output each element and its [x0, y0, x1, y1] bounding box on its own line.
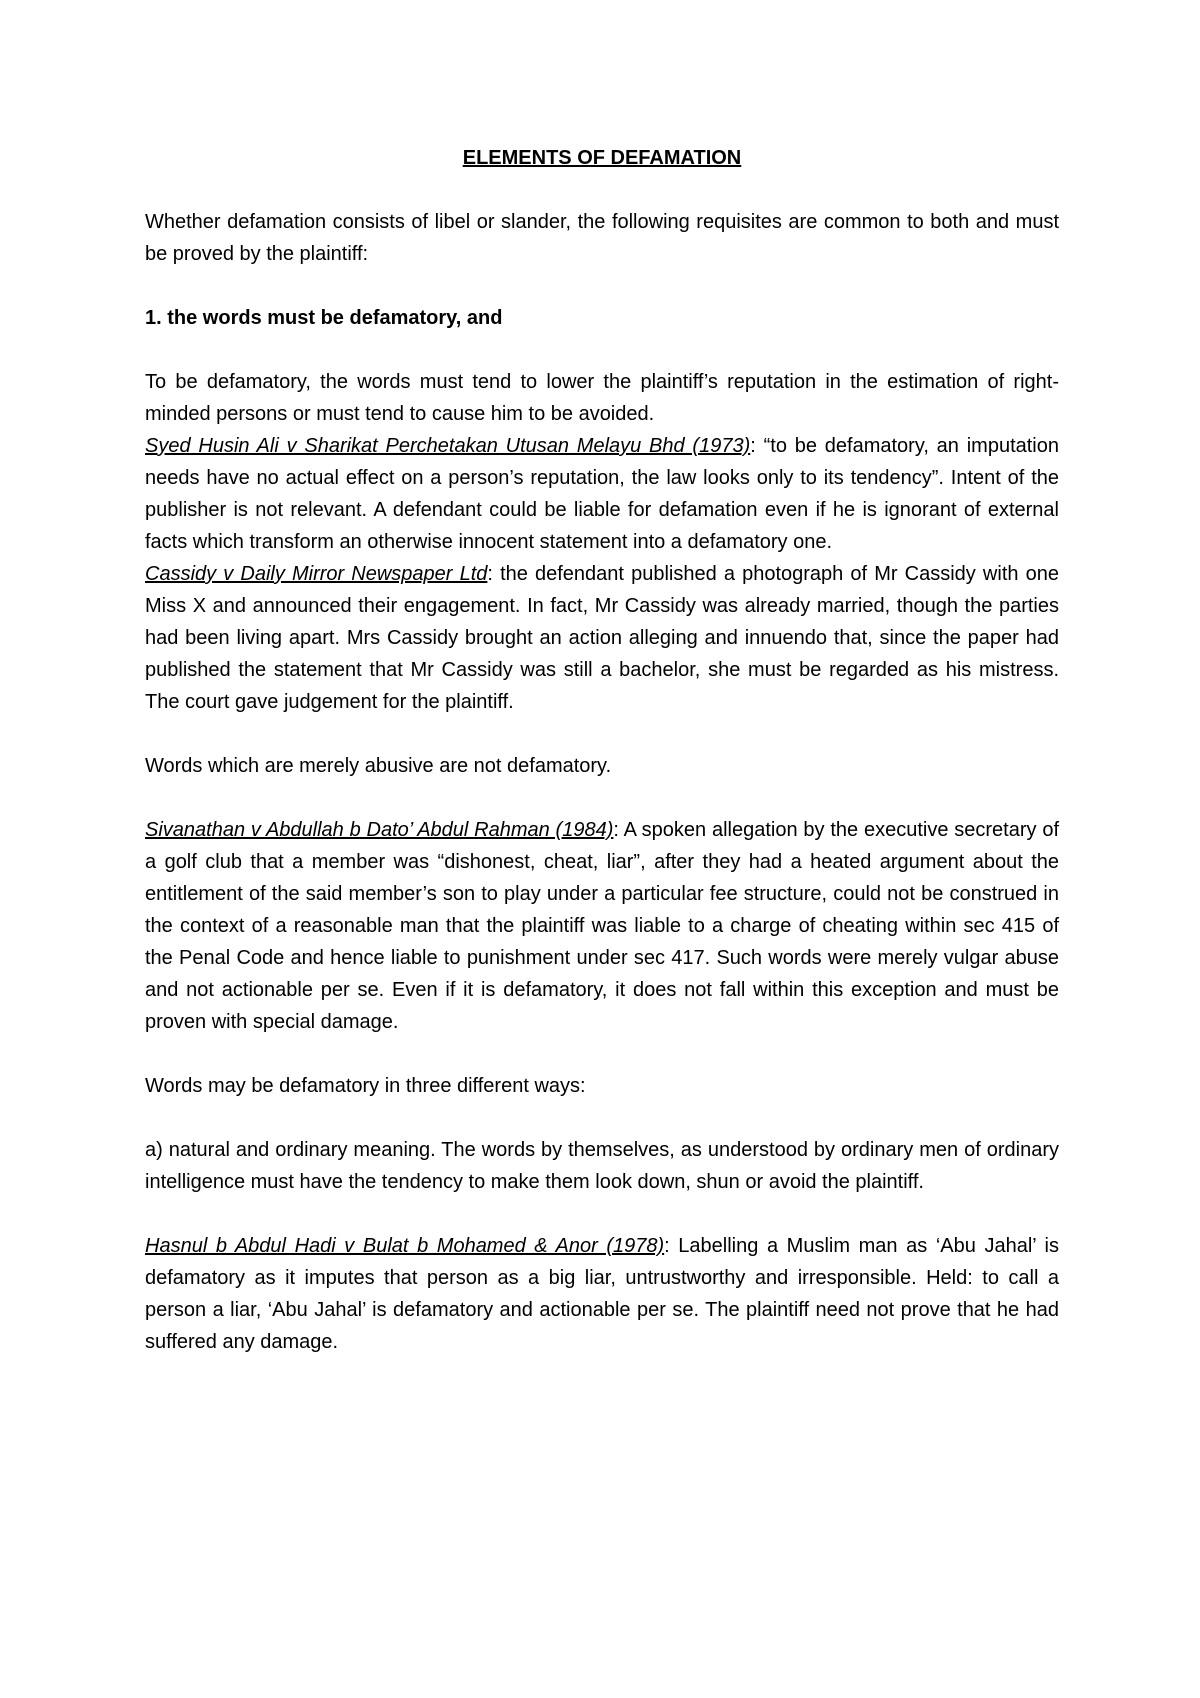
case-name-sivanathan: Sivanathan v Abdullah b Dato’ Abdul Rahman (1984) [145, 819, 614, 841]
document-title: ELEMENTS OF DEFAMATION [462, 147, 742, 169]
case-paragraph-syed-husin [145, 430, 1059, 558]
case-text-hasnul: : Labelling a Muslim man as ‘Abu Jahal’ is defamatory as it imputes that person as a big liar, untrustworthy and irresponsible. Held: to call a person a liar, ‘Abu Jahal’ is defamatory and actionable per se. The plaintiff need not prove that he had suffered any damage. [145, 1235, 1059, 1353]
three-ways-paragraph: Words may be defamatory in three different ways: [145, 1075, 586, 1097]
definition-paragraph: To be defamatory, the words must tend to lower the plaintiff’s reputation in the estimation of right-minded persons or must tend to cause him to be avoided. [145, 371, 1059, 425]
case-paragraph-cassidy [145, 558, 1059, 718]
case-text-syed-husin: : “to be defamatory, an imputation needs have no actual effect on a person’s reputation, the law looks only to its tendency”. Intent of the publisher is not relevant. A defendant could be liable for defamation even if he is ignorant of external facts which transform an otherwise innocent statement into a defamatory one. [145, 435, 1059, 553]
section-heading-1: 1. the words must be defamatory, and [145, 307, 503, 329]
case-text-cassidy: : the defendant published a photograph of Mr Cassidy with one Miss X and announced their engagement. In fact, Mr Cassidy was already married, though the parties had been living apart. Mrs Cassidy brought an action alleging and innuendo that, since the paper had published the statement that Mr Cassidy was still a bachelor, she must be regarded as his mistress. The court gave judgement for the plaintiff. [145, 563, 1059, 713]
natural-meaning-paragraph: a) natural and ordinary meaning. The words by themselves, as understood by ordinary men of ordinary intelligence must have the tendency to make them look down, shun or avoid the plaintiff. [145, 1139, 1059, 1193]
case-text-sivanathan: : A spoken allegation by the executive secretary of a golf club that a member was “dishonest, cheat, liar”, after they had a heated argument about the entitlement of the said member’s son to play under a particular fee structure, could not be construed in the context of a reasonable man that the plaintiff was liable to a charge of cheating within sec 415 of the Penal Code and hence liable to punishment under sec 417. Such words were merely vulgar abuse and not actionable per se. Even if it is defamatory, it does not fall within this exception and must be proven with special damage. [145, 819, 1059, 1033]
case-name-syed-husin: Syed Husin Ali v Sharikat Perchetakan Utusan Melayu Bhd (1973) [145, 435, 751, 457]
case-name-hasnul: Hasnul b Abdul Hadi v Bulat b Mohamed & Anor (1978) [145, 1235, 665, 1257]
intro-paragraph: Whether defamation consists of libel or slander, the following requisites are common to both and must be proved by the plaintiff: [145, 211, 1059, 265]
case-name-cassidy: Cassidy v Daily Mirror Newspaper Ltd [145, 563, 488, 585]
case-paragraph-sivanathan [145, 814, 1059, 1038]
document-page [145, 142, 1059, 1358]
case-paragraph-hasnul [145, 1230, 1059, 1358]
abusive-words-paragraph: Words which are merely abusive are not defamatory. [145, 755, 612, 777]
